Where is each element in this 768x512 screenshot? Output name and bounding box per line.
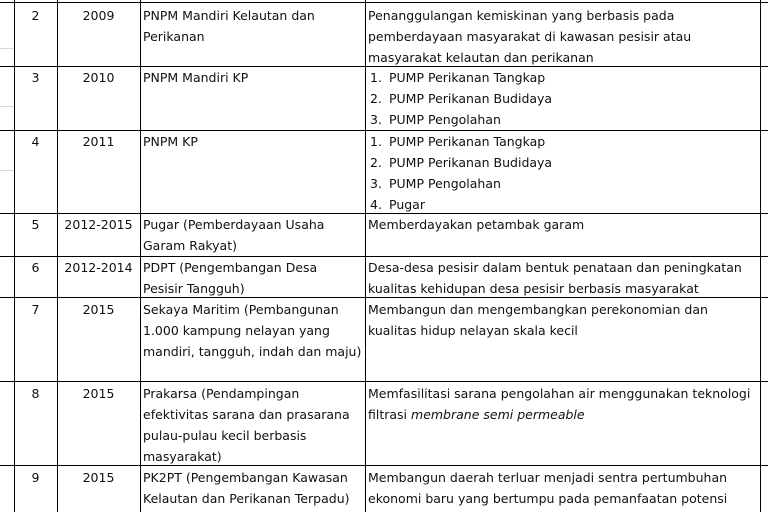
description-line: masyarakat kelautan dan perikanan <box>368 50 594 65</box>
list-item-label: PUMP Pengolahan <box>389 112 501 127</box>
description-line: Membangun daerah terluar menjadi sentra pertumbuhan <box>368 470 728 485</box>
list-item-number: 2. <box>370 155 382 170</box>
row-number: 9 <box>31 470 40 485</box>
program-line: PNPM KP <box>143 134 198 149</box>
row-description <box>368 214 584 235</box>
program-line: Prakarsa (Pendampingan <box>143 386 300 401</box>
row-program <box>143 383 350 467</box>
list-item <box>366 152 552 173</box>
row-description <box>368 467 727 509</box>
description-line: kualitas hidup nelayan skala kecil <box>368 323 578 338</box>
row-year: 2012-2015 <box>64 217 133 232</box>
program-line: PDPT (Pengembangan Desa <box>143 260 318 275</box>
row-program <box>143 131 198 152</box>
program-line: Kelautan dan Perikanan Terpadu) <box>143 491 350 506</box>
row-program <box>143 467 350 509</box>
program-line: mandiri, tangguh, indah dan maju) <box>143 344 362 359</box>
program-line: Garam Rakyat) <box>143 238 237 253</box>
description-line: Desa-desa pesisir dalam bentuk penataan dan peningkatan <box>368 260 742 275</box>
row-number: 7 <box>31 302 40 317</box>
program-line: masyarakat) <box>143 449 222 464</box>
row-border <box>0 2 768 3</box>
program-line: Perikanan <box>143 29 205 44</box>
row-number: 2 <box>31 8 40 23</box>
row-border <box>0 465 768 466</box>
row-number: 8 <box>31 386 40 401</box>
row-item-list <box>366 131 552 215</box>
program-line: PK2PT (Pengembangan Kawasan <box>143 470 348 485</box>
row-item-list <box>366 67 552 130</box>
list-item-number: 1. <box>370 70 382 85</box>
description-line: kualitas kehidupan desa pesisir berbasis masyarakat <box>368 281 699 296</box>
program-line: Sekaya Maritim (Pembangunan <box>143 302 339 317</box>
grid-faint <box>0 106 14 107</box>
list-item-label: Pugar <box>389 197 425 212</box>
row-border <box>0 381 768 382</box>
program-line: efektivitas sarana dan prasarana <box>143 407 350 422</box>
list-item-number: 1. <box>370 134 382 149</box>
list-item <box>366 88 552 109</box>
row-program <box>143 5 315 47</box>
row-year: 2010 <box>82 70 115 85</box>
program-line: pulau-pulau kecil berbasis <box>143 428 307 443</box>
row-program <box>143 299 361 362</box>
description-line: Memfasilitasi sarana pengolahan air menggunakan teknologi <box>368 386 751 401</box>
list-item <box>366 109 552 130</box>
row-year: 2009 <box>82 8 115 23</box>
row-year: 2015 <box>82 470 115 485</box>
description-line: ekonomi baru yang bertumpu pada pemanfaatan potensi <box>368 491 728 506</box>
list-item-label: PUMP Perikanan Tangkap <box>389 134 546 149</box>
list-item-number: 3. <box>370 176 382 191</box>
row-year: 2011 <box>82 134 115 149</box>
program-line: PNPM Mandiri Kelautan dan <box>143 8 315 23</box>
row-number: 6 <box>31 260 40 275</box>
row-description <box>368 299 708 341</box>
row-year: 2015 <box>82 386 115 401</box>
list-item-label: PUMP Perikanan Budidaya <box>389 155 553 170</box>
description-italic: membrane semi permeable <box>411 407 585 422</box>
list-item-number: 2. <box>370 91 382 106</box>
program-line: PNPM Mandiri KP <box>143 70 249 85</box>
row-number: 3 <box>31 70 40 85</box>
description-line: pemberdayaan masyarakat di kawasan pesisir atau <box>368 29 692 44</box>
grid-faint <box>0 48 14 49</box>
row-number: 5 <box>31 217 40 232</box>
list-item <box>366 131 552 152</box>
description-line: Membangun dan mengembangkan perekonomian dan <box>368 302 708 317</box>
program-line: 1.000 kampung nelayan yang <box>143 323 330 338</box>
list-item <box>366 194 552 215</box>
program-line: Pugar (Pemberdayaan Usaha <box>143 217 325 232</box>
row-program <box>143 214 324 256</box>
list-item-label: PUMP Pengolahan <box>389 176 501 191</box>
description-text: filtrasi <box>368 407 412 422</box>
description-line <box>368 404 750 425</box>
grid-faint <box>0 170 14 171</box>
row-description <box>368 5 691 68</box>
row-program <box>143 257 317 299</box>
row-program <box>143 67 248 88</box>
list-item-number: 4. <box>370 197 382 212</box>
list-item <box>366 173 552 194</box>
list-item-label: PUMP Perikanan Budidaya <box>389 91 553 106</box>
row-description <box>368 257 742 299</box>
list-item <box>366 67 552 88</box>
description-line: Penanggulangan kemiskinan yang berbasis pada <box>368 8 675 23</box>
row-number: 4 <box>31 134 40 149</box>
row-year: 2015 <box>82 302 115 317</box>
list-item-number: 3. <box>370 112 382 127</box>
row-description <box>368 383 750 425</box>
list-item-label: PUMP Perikanan Tangkap <box>389 70 546 85</box>
row-year: 2012-2014 <box>64 260 133 275</box>
program-line: Pesisir Tangguh) <box>143 281 245 296</box>
description-line: Memberdayakan petambak garam <box>368 217 585 232</box>
